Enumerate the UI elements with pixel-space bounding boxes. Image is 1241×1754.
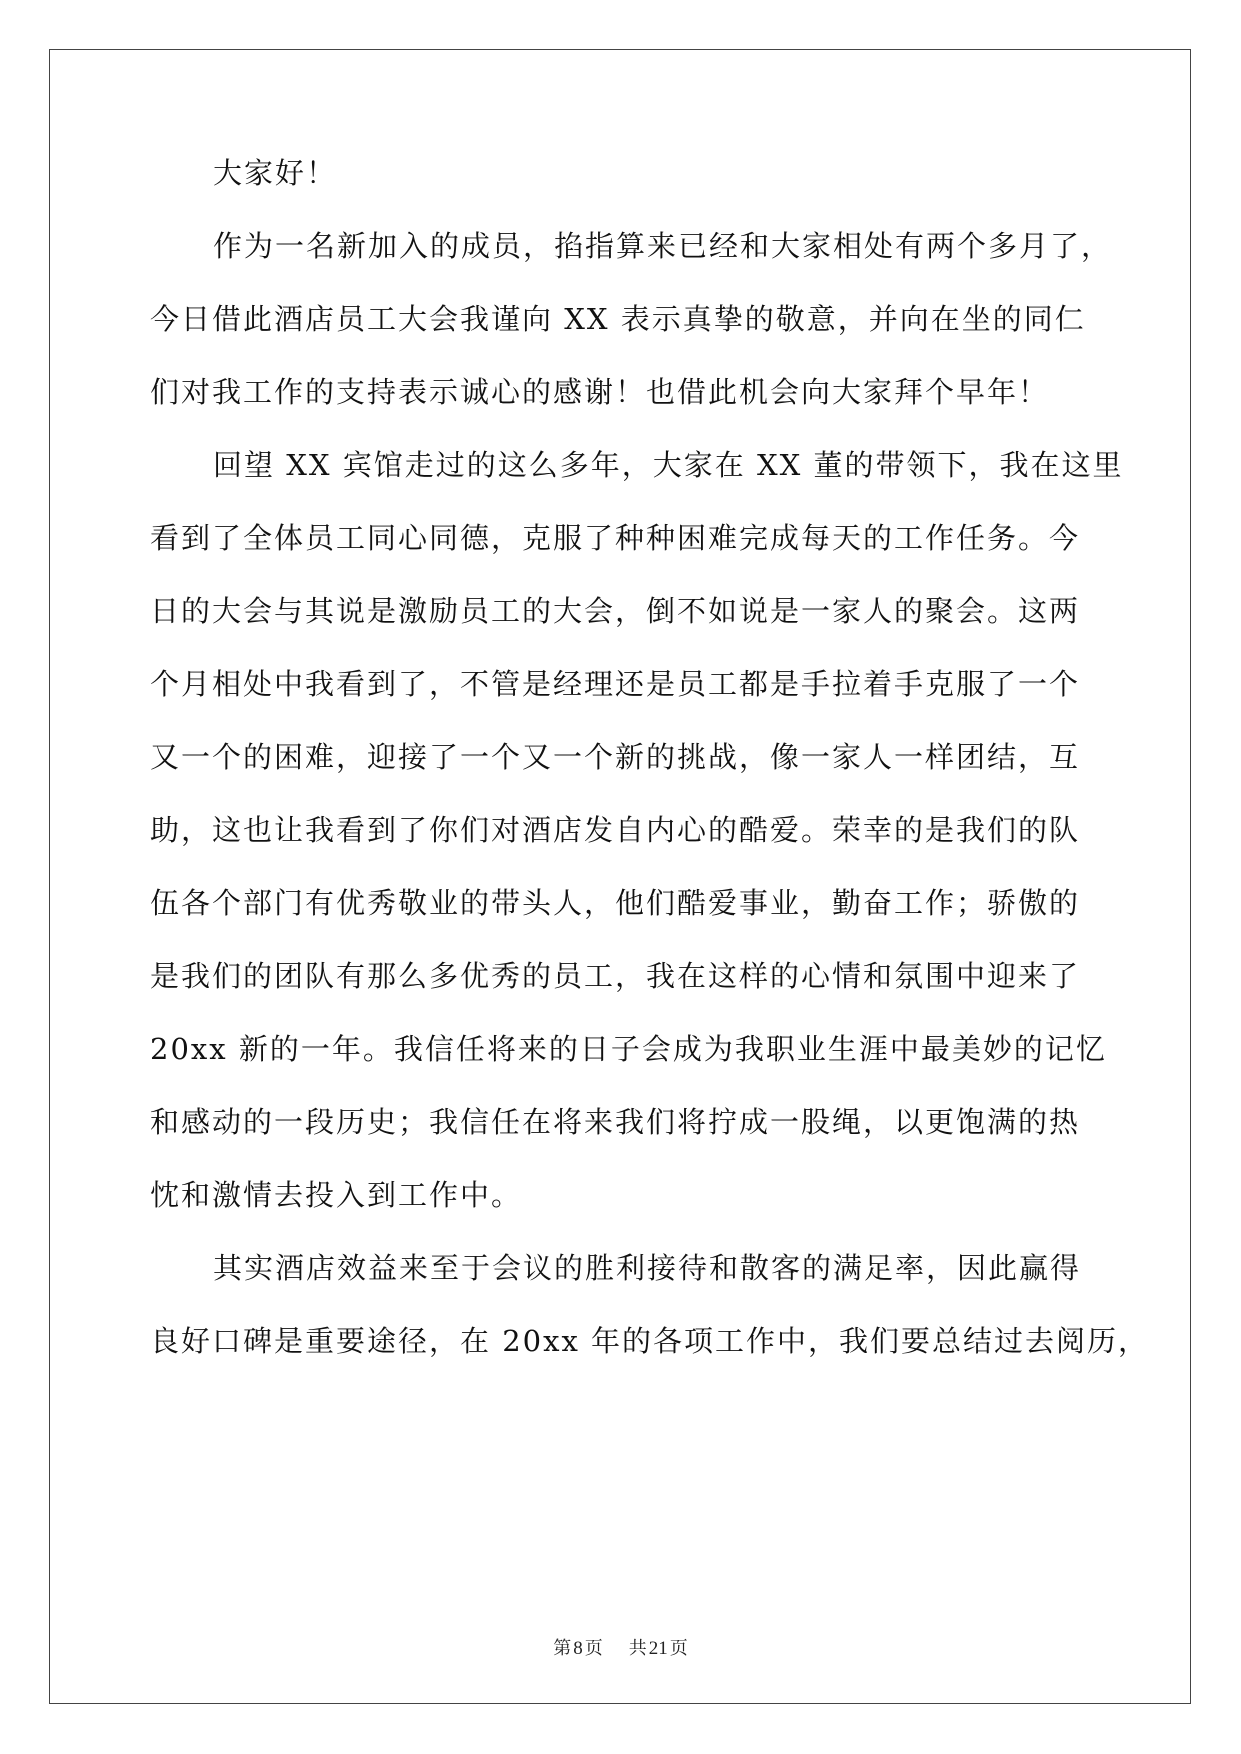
paragraph-2-line-9: 20xx 新的一年。我信任将来的日子会成为我职业生涯中最美妙的记忆: [150, 1032, 1107, 1066]
paragraph-1-line-3: 们对我工作的支持表示诚心的感谢！也借此机会向大家拜个早年！: [150, 375, 1050, 409]
paragraph-2-line-11: 忱和激情去投入到工作中。: [150, 1178, 523, 1212]
paragraph-3-line-1: 其实酒店效益来至于会议的胜利接待和散客的满足率，因此赢得: [213, 1251, 1082, 1285]
greeting-line: 大家好！: [213, 156, 338, 190]
paragraph-2-line-7: 伍各个部门有优秀敬业的带头人，他们酷爱事业，勤奋工作；骄傲的: [150, 886, 1081, 920]
paragraph-2-line-6: 助，这也让我看到了你们对酒店发自内心的酷爱。荣幸的是我们的队: [150, 813, 1081, 847]
footer-total-suffix: 页: [669, 1638, 688, 1659]
paragraph-2-line-4: 个月相处中我看到了，不管是经理还是员工都是手拉着手克服了一个: [150, 667, 1081, 701]
footer-page-prefix: 第: [553, 1638, 572, 1659]
paragraph-2-line-5: 又一个的困难，迎接了一个又一个新的挑战，像一家人一样团结，互: [150, 740, 1081, 774]
paragraph-2-line-10: 和感动的一段历史；我信任在将来我们将拧成一股绳，以更饱满的热: [150, 1105, 1081, 1139]
paragraph-2-line-3: 日的大会与其说是激励员工的大会，倒不如说是一家人的聚会。这两: [150, 594, 1081, 628]
paragraph-3-line-2: 良好口碑是重要途径，在 20xx 年的各项工作中，我们要总结过去阅历，: [150, 1324, 1150, 1358]
footer-total-prefix: 共: [628, 1638, 647, 1659]
footer-current-page: 8: [573, 1638, 583, 1659]
page-footer: [0, 1637, 1241, 1661]
paragraph-2-line-1: 回望 XX 宾馆走过的这么多年，大家在 XX 董的带领下，我在这里: [213, 448, 1124, 482]
paragraph-1-line-2: 今日借此酒店员工大会我谨向 XX 表示真挚的敬意，并向在坐的同仁: [150, 302, 1086, 336]
paragraph-1-line-1: 作为一名新加入的成员，掐指算来已经和大家相处有两个多月了，: [213, 229, 1113, 263]
footer-page-suffix: 页: [584, 1638, 603, 1659]
page-border: [49, 49, 1191, 1704]
paragraph-2-line-2: 看到了全体员工同心同德，克服了种种困难完成每天的工作任务。今: [150, 521, 1081, 555]
paragraph-2-line-8: 是我们的团队有那么多优秀的员工，我在这样的心情和氛围中迎来了: [150, 959, 1081, 993]
footer-total-pages: 21: [648, 1638, 668, 1659]
